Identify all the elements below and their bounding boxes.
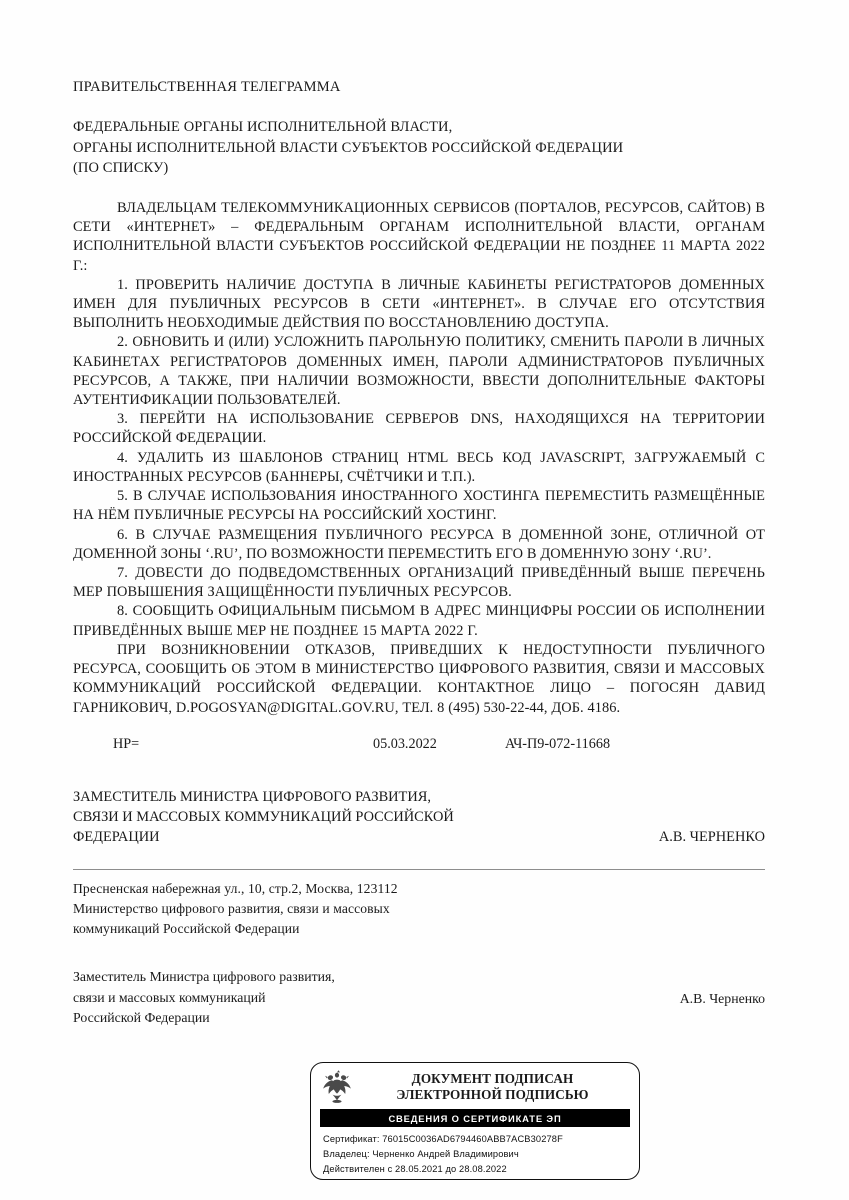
stamp-validity: Действителен с 28.05.2021 до 28.08.2022 <box>323 1164 507 1175</box>
signature-block <box>73 788 765 848</box>
lower-signature-block <box>73 967 765 1029</box>
stamp-details <box>320 1132 630 1177</box>
reference-row <box>73 736 765 766</box>
document-number: АЧ-П9-072-11668 <box>505 735 611 752</box>
measure-item-4: 4. УДАЛИТЬ ИЗ ШАБЛОНОВ СТРАНИЦ HTML ВЕСЬ КОД JAVASCRIPT, ЗАГРУЖАЕМЫЙ С ИНОСТРАННЫХ РЕСУРСОВ (БАННЕРЫ, СЧЁТЧИКИ И Т.П.). <box>73 449 765 485</box>
lower-signatory-name: А.В. Черненко <box>679 990 765 1006</box>
measure-item-2: 2. ОБНОВИТЬ И (ИЛИ) УСЛОЖНИТЬ ПАРОЛЬНУЮ ПОЛИТИКУ, СМЕНИТЬ ПАРОЛИ В ЛИЧНЫХ КАБИНЕТАХ РЕГИСТРАТОРОВ ДОМЕННЫХ ИМЕН, ПАРОЛИ АДМИНИСТРАТОРОВ ПУБЛИЧНЫХ РЕСУРСОВ, А ТАКЖЕ, ПРИ НАЛИЧИИ ВОЗМОЖНОСТИ, ВВЕСТИ ДОПОЛНИТЕЛЬНЫЕ ФАКТОРЫ АУТЕНТИФИКАЦИИ ПОЛЬЗОВАТЕЛЕЙ. <box>73 334 765 409</box>
measure-item-6: 6. В СЛУЧАЕ РАЗМЕЩЕНИЯ ПУБЛИЧНОГО РЕСУРСА В ДОМЕННОЙ ЗОНЕ, ОТЛИЧНОЙ ОТ ДОМЕННОЙ ЗОНЫ ‘.RU’, ПО ВОЗМОЖНОСТИ ПЕРЕМЕСТИТЬ ЕГО В ДОМЕННУЮ ЗОНУ ‘.RU’. <box>73 526 765 562</box>
stamp-certificate-number: Сертификат: 76015C0036AD6794460ABB7ACB30278F <box>323 1134 563 1144</box>
closing-paragraph: ПРИ ВОЗНИКНОВЕНИИ ОТКАЗОВ, ПРИВЕДШИХ К НЕДОСТУПНОСТИ ПУБЛИЧНОГО РЕСУРСА, СООБЩИТЬ ОБ ЭТОМ В МИНИСТЕРСТВО ЦИФРОВОГО РАЗВИТИЯ, СВЯЗИ И МАССОВЫХ КОММУНИКАЦИЙ РОССИЙСКОЙ ФЕДЕРАЦИИ. КОНТАКТНОЕ ЛИЦО – ПОГОСЯН ДАВИД ГАРНИКОВИЧ, D.POGOSYAN@DIGITAL.GOV.RU, ТЕЛ. 8 (495) 530-22-44, ДОБ. 4186. <box>73 641 765 716</box>
signature-title-line-3: ФЕДЕРАЦИИ <box>73 828 160 845</box>
signature-title-line-1: ЗАМЕСТИТЕЛЬ МИНИСТРА ЦИФРОВОГО РАЗВИТИЯ, <box>73 788 431 805</box>
lower-signature-title-line-2: связи и массовых коммуникаций <box>73 989 266 1005</box>
np-label: НР= <box>113 735 140 752</box>
lower-signature-title-line-3: Российской Федерации <box>73 1010 210 1026</box>
address-line-1: Пресненская набережная ул., 10, стр.2, Москва, 123112 <box>73 881 398 897</box>
addressee-line-3: (ПО СПИСКУ) <box>73 160 169 177</box>
document-content <box>73 78 765 1029</box>
addressee-line-1: ФЕДЕРАЛЬНЫЕ ОРГАНЫ ИСПОЛНИТЕЛЬНОЙ ВЛАСТИ, <box>73 119 453 136</box>
measure-item-8: 8. СООБЩИТЬ ОФИЦИАЛЬНЫМ ПИСЬМОМ В АДРЕС МИНЦИФРЫ РОССИИ ОБ ИСПОЛНЕНИИ ПРИВЕДЁННЫХ ВЫШЕ МЕР НЕ ПОЗДНЕЕ 15 МАРТА 2022 Г. <box>73 603 765 639</box>
stamp-header-line-2: ЭЛЕКТРОННОЙ ПОДПИСЬЮ <box>396 1087 589 1102</box>
body-block <box>73 199 765 718</box>
address-line-3: коммуникаций Российской Федерации <box>73 921 300 937</box>
stamp-header-text <box>361 1071 630 1102</box>
address-line-2: Министерство цифрового развития, связи и массовых <box>73 901 390 917</box>
measure-item-3: 3. ПЕРЕЙТИ НА ИСПОЛЬЗОВАНИЕ СЕРВЕРОВ DNS, НАХОДЯЩИХСЯ НА ТЕРРИТОРИИ РОССИЙСКОЙ ФЕДЕРАЦИИ. <box>73 411 765 447</box>
footer-address-block <box>73 879 765 939</box>
signatory-name: А.В. ЧЕРНЕНКО <box>658 828 765 845</box>
double-headed-eagle-icon <box>320 1069 354 1105</box>
signature-title-line-2: СВЯЗИ И МАССОВЫХ КОММУНИКАЦИЙ РОССИЙСКОЙ <box>73 808 454 825</box>
page-title: ПРАВИТЕЛЬСТВЕННАЯ ТЕЛЕГРАММА <box>73 79 341 95</box>
stamp-header <box>320 1068 630 1106</box>
stamp-owner: Владелец: Черненко Андрей Владимирович <box>323 1149 519 1160</box>
measure-item-7: 7. ДОВЕСТИ ДО ПОДВЕДОМСТВЕННЫХ ОРГАНИЗАЦИЙ ПРИВЕДЁННЫЙ ВЫШЕ ПЕРЕЧЕНЬ МЕР ПОВЫШЕНИЯ ЗАЩИЩЁННОСТИ ПУБЛИЧНЫХ РЕСУРСОВ. <box>73 565 765 601</box>
intro-paragraph: ВЛАДЕЛЬЦАМ ТЕЛЕКОММУНИКАЦИОННЫХ СЕРВИСОВ (ПОРТАЛОВ, РЕСУРСОВ, САЙТОВ) В СЕТИ «ИНТЕРНЕТ» – ФЕДЕРАЛЬНЫМ ОРГАНАМ ИСПОЛНИТЕЛЬНОЙ ВЛАСТИ, ОРГАНАМ ИСПОЛНИТЕЛЬНОЙ ВЛАСТИ СУБЪЕКТОВ РОССИЙСКОЙ ФЕДЕРАЦИИ НЕ ПОЗДНЕЕ 11 МАРТА 2022 Г.: <box>73 199 765 274</box>
addressee-line-2: ОРГАНЫ ИСПОЛНИТЕЛЬНОЙ ВЛАСТИ СУБЪЕКТОВ РОССИЙСКОЙ ФЕДЕРАЦИИ <box>73 139 624 156</box>
stamp-certificate-bar: СВЕДЕНИЯ О СЕРТИФИКАТЕ ЭП <box>320 1109 630 1127</box>
electronic-signature-stamp <box>310 1062 640 1180</box>
stamp-header-line-1: ДОКУМЕНТ ПОДПИСАН <box>411 1071 574 1087</box>
addressee-block <box>73 117 765 179</box>
measure-item-5: 5. В СЛУЧАЕ ИСПОЛЬЗОВАНИЯ ИНОСТРАННОГО ХОСТИНГА ПЕРЕМЕСТИТЬ РАЗМЕЩЁННЫЕ НА НЁМ ПУБЛИЧНЫЕ РЕСУРСЫ НА РОССИЙСКИЙ ХОСТИНГ. <box>73 488 765 524</box>
document-date: 05.03.2022 <box>373 735 437 752</box>
lower-signature-title-line-1: Заместитель Министра цифрового развития, <box>73 968 335 984</box>
section-divider <box>73 869 765 870</box>
measure-item-1: 1. ПРОВЕРИТЬ НАЛИЧИЕ ДОСТУПА В ЛИЧНЫЕ КАБИНЕТЫ РЕГИСТРАТОРОВ ДОМЕННЫХ ИМЕН ДЛЯ ПУБЛИЧНЫХ РЕСУРСОВ В СЕТИ «ИНТЕРНЕТ». В СЛУЧАЕ ЕГО ОТСУТСТВИЯ ВЫПОЛНИТЬ НЕОБХОДИМЫЕ ДЕЙСТВИЯ ПО ВОССТАНОВЛЕНИЮ ДОСТУПА. <box>73 276 765 332</box>
